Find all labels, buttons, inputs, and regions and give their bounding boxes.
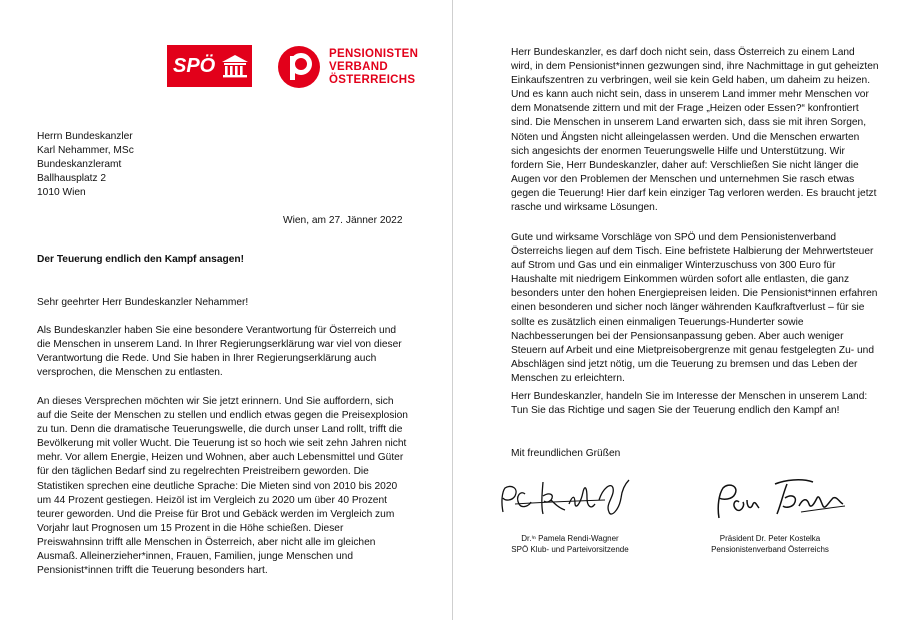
letter-date: Wien, am 27. Jänner 2022 xyxy=(283,215,403,226)
address-line: Bundeskanzleramt xyxy=(37,159,122,171)
closing-greeting: Mit freundlichen Grüßen xyxy=(511,448,621,459)
body-paragraph: Gute und wirksame Vorschläge von SPÖ und dem Pensionistenverband Österreichs liegen auf dem Tisch. Eine befristete Halbierung der Mehrwertsteuer auf Strom und Gas und ein einmaliger Winterzuschuss von 300 Euro für Haushalte mit niedrigem Einkommen würden sofort alle entlasten, die ganz besonders unter den hohen Energiepreisen leiden. Die Pensionist*innen erfahren einen besonderen und sicher noch länger währenden Kaufkraftverlust – für sie sollte es zusätzlich einen einmaligen Teuerungs-Hunderter sowie Nachbesserungen bei der Pensionsanpassung geben. Aber auch weniger Steuern auf Arbeit und eine Mietpreisobergrenze mit genau festgelegten Zu- und Abschlägen sind jetzt nötig, um die Teuerung zu bremsen und das Leben der Menschen zu erleichtern. xyxy=(511,232,878,384)
address-line: 1010 Wien xyxy=(37,187,86,199)
letter-subject: Der Teuerung endlich den Kampf ansagen! xyxy=(37,254,244,265)
address-line: Herrn Bundeskanzler xyxy=(37,131,133,142)
signatory-left xyxy=(490,533,650,555)
salutation: Sehr geehrter Herr Bundeskanzler Nehammer! xyxy=(37,297,249,308)
address-line: Ballhausplatz 2 xyxy=(37,173,107,185)
page-divider xyxy=(452,0,453,620)
body-paragraph: An dieses Versprechen möchten wir Sie jetzt erinnern. Und Sie auffordern, sich auf die Seite der Menschen zu stellen und endlich etwas gegen die Preisexplosion zu tun. Denn die dramatische Teuerungswelle, die durch unser Land rollt, trifft die Bevölkerung mit voller Wucht. Die Teuerung ist so hoch wie seit zehn Jahren nicht mehr. Vor allem Energie, Heizen und Wohnen, aber auch Lebensmittel und Güter für den täglichen Bedarf sind zu regelrechten Preistreibern geworden. Die Statistiken sprechen eine deutliche Sprache: Die Mieten sind von 2010 bis 2020 um 44 Prozent gestiegen. Heizöl ist im Vergleich zu 2020 um über 40 Prozent teurer geworden. Und die Preise für Brot und Gebäck werden im Vergleich zum Vorjahr laut Prognosen um 15 Prozent in die Höhe schießen. Dieser Preiswahnsinn trifft alle Menschen in Österreich, aber nicht alle im gleichen Ausmaß. Alleinerzieher*innen, Frauen, Familien, junge Menschen und Pensionist*innen trifft die Teuerung besonders hart. xyxy=(37,396,408,577)
signature-kostelka xyxy=(705,472,855,526)
body-paragraph: Herr Bundeskanzler, es darf doch nicht sein, dass Österreich zu einem Land wird, in dem Pensionist*innen gezwungen sind, ihre Nachmittage in gut geheizten Einkaufszentren zu verbringen, weil sie kein Geld haben, um daheim zu heizen. Und es kann auch nicht sein, dass in unserem Land immer mehr Menschen vor dem Monatsende zittern und mit der Frage „Heizen oder Essen?“ konfrontiert sind. Die Menschen in unserem Land erwarten sich, dass sie mit ihren Sorgen, Nöten und Ängsten nicht alleingelassen werden. Und die Menschen erwarten sich angesichts der enormen Teuerungswelle Hilfe und Unterstützung. Wir fordern Sie, Herr Bundeskanzler, daher auf: Verschließen Sie nicht länger die Augen vor den Problemen der Menschen und unternehmen Sie rasch etwas gegen die Teuerung! Hier darf kein einziger Tag verloren werden. Es braucht jetzt rasche und wirksame Lösungen. xyxy=(511,47,879,214)
recipient-address xyxy=(37,130,134,200)
address-line: Karl Nehammer, MSc xyxy=(37,145,134,157)
pensionistenverband-logo-text: PENSIONISTEN VERBAND ÖSTERREICHS xyxy=(329,48,419,86)
signatory-right xyxy=(690,533,850,555)
signatory-role: Pensionistenverband Österreichs xyxy=(711,545,829,554)
pensionistenverband-logo-icon xyxy=(277,45,321,89)
signatory-name: Präsident Dr. Peter Kostelka xyxy=(719,534,821,543)
signature-rendi-wagner xyxy=(495,474,640,524)
body-paragraph: Als Bundeskanzler haben Sie eine besondere Verantwortung für Österreich und die Menschen in unserem Land. In Ihrer Regierungserklärung war viel von dieser Verantwortung die Rede. Und Sie haben in Ihrer Regierungserklärung auch versprochen, die Menschen zu entlasten. xyxy=(37,325,402,379)
parliament-icon xyxy=(220,53,250,79)
signatory-name: Dr.ⁱⁿ Pamela Rendi-Wagner xyxy=(521,534,619,543)
signatory-role: SPÖ Klub- und Parteivorsitzende xyxy=(511,545,629,554)
spo-logo-text: SPÖ xyxy=(173,54,216,77)
body-paragraph: Herr Bundeskanzler, handeln Sie im Interesse der Menschen in unserem Land: Tun Sie das Richtige und sagen Sie der Teuerung endlich den Kampf an! xyxy=(511,391,868,417)
spo-logo xyxy=(167,45,252,87)
